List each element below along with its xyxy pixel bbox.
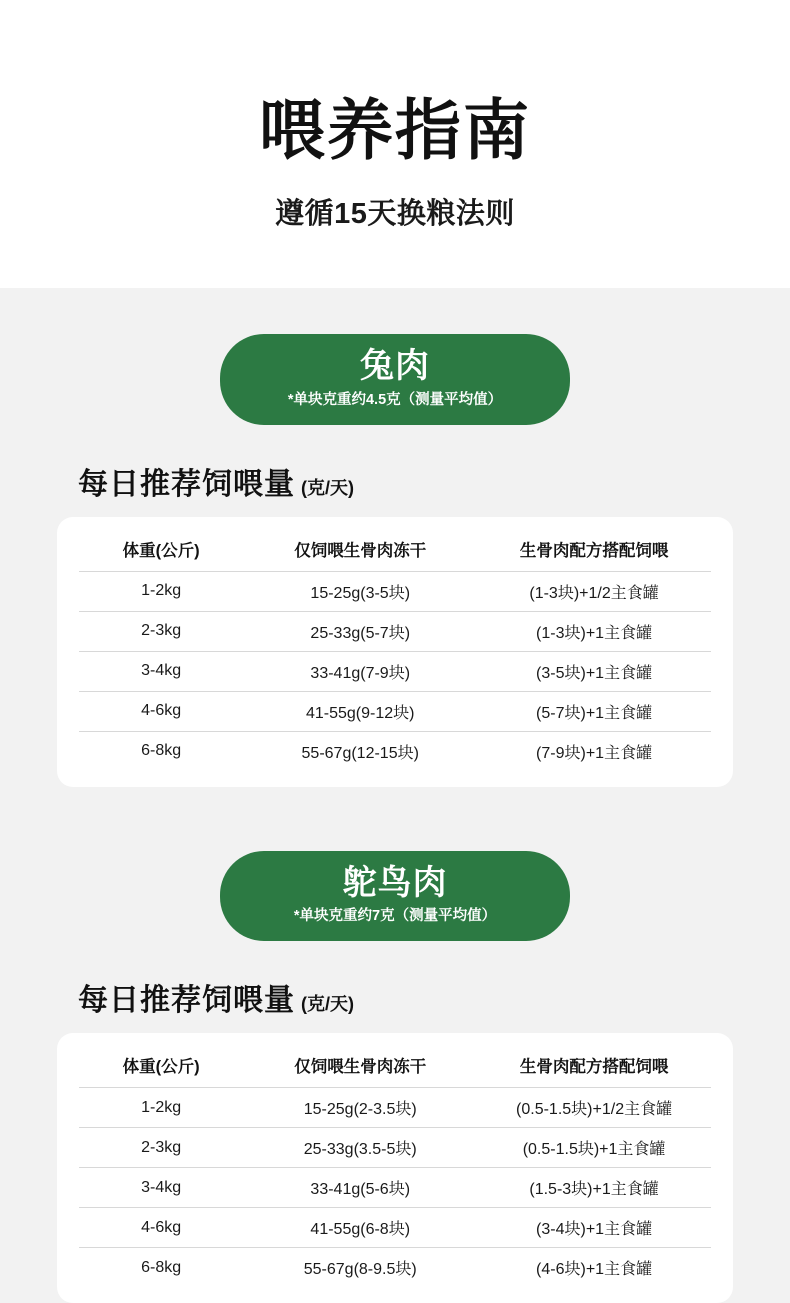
cell-mixed-feeding: (5-7块)+1主食罐 xyxy=(477,691,711,731)
cell-mixed-feeding: (3-4块)+1主食罐 xyxy=(477,1208,711,1248)
flavor-name: 鸵鸟肉 xyxy=(342,863,448,902)
flavor-badge-ostrich xyxy=(220,851,570,941)
column-header-mixed-feeding: 生骨肉配方搭配饲喂 xyxy=(519,541,669,560)
cell-mixed-feeding: (1-3块)+1/2主食罐 xyxy=(477,571,711,611)
cell-freeze-dried-only: 25-33g(3.5-5块) xyxy=(243,1128,477,1168)
flavor-name: 兔肉 xyxy=(360,347,430,386)
cell-weight: 4-6kg xyxy=(79,691,243,731)
cell-mixed-feeding: (3-5块)+1主食罐 xyxy=(477,651,711,691)
spacer-between-sections xyxy=(0,787,790,851)
feeding-table-card-ostrich xyxy=(57,1033,733,1303)
page-header xyxy=(0,0,790,288)
pill-wrap-rabbit xyxy=(0,334,790,424)
cell-freeze-dried-only: 25-33g(5-7块) xyxy=(243,611,477,651)
cell-weight: 4-6kg xyxy=(79,1208,243,1248)
table-row xyxy=(79,571,711,611)
flavor-badge-rabbit xyxy=(220,334,570,424)
cell-weight: 2-3kg xyxy=(79,611,243,651)
cell-freeze-dried-only: 15-25g(2-3.5块) xyxy=(243,1088,477,1128)
feeding-table xyxy=(79,531,711,771)
table-header-row xyxy=(79,531,711,572)
column-header-freeze-dried-only: 仅饲喂生骨肉冻干 xyxy=(294,541,427,560)
cell-weight: 6-8kg xyxy=(79,1248,243,1288)
recommendation-heading-rabbit xyxy=(78,459,790,503)
cell-weight: 1-2kg xyxy=(79,1088,243,1128)
cell-mixed-feeding: (1-3块)+1主食罐 xyxy=(477,611,711,651)
cell-mixed-feeding: (0.5-1.5块)+1主食罐 xyxy=(477,1128,711,1168)
pill-wrap-ostrich xyxy=(0,851,790,941)
cell-freeze-dried-only: 33-41g(5-6块) xyxy=(243,1168,477,1208)
table-row xyxy=(79,1088,711,1128)
cell-freeze-dried-only: 55-67g(12-15块) xyxy=(243,731,477,771)
table-row xyxy=(79,1168,711,1208)
table-row xyxy=(79,611,711,651)
table-row xyxy=(79,731,711,771)
recommendation-heading-main: 每日推荐饲喂量 xyxy=(78,984,295,1018)
column-header-freeze-dried-only: 仅饲喂生骨肉冻干 xyxy=(294,1058,427,1077)
table-row xyxy=(79,651,711,691)
page-title: 喂养指南 xyxy=(259,93,531,167)
cell-freeze-dried-only: 41-55g(9-12块) xyxy=(243,691,477,731)
table-row xyxy=(79,1208,711,1248)
cell-mixed-feeding: (4-6块)+1主食罐 xyxy=(477,1248,711,1288)
cell-freeze-dried-only: 15-25g(3-5块) xyxy=(243,571,477,611)
recommendation-heading-main: 每日推荐饲喂量 xyxy=(78,467,295,501)
feeding-table xyxy=(79,1047,711,1287)
cell-freeze-dried-only: 41-55g(6-8块) xyxy=(243,1208,477,1248)
section-ostrich xyxy=(0,851,790,1303)
cell-weight: 6-8kg xyxy=(79,731,243,771)
table-header-row xyxy=(79,1047,711,1088)
cell-mixed-feeding: (0.5-1.5块)+1/2主食罐 xyxy=(477,1088,711,1128)
cell-weight: 3-4kg xyxy=(79,651,243,691)
spacer-top xyxy=(0,288,790,334)
recommendation-heading-unit: (克/天) xyxy=(301,994,354,1015)
section-rabbit xyxy=(0,334,790,786)
cell-mixed-feeding: (7-9块)+1主食罐 xyxy=(477,731,711,771)
recommendation-heading-unit: (克/天) xyxy=(301,477,354,498)
cell-weight: 1-2kg xyxy=(79,571,243,611)
table-row xyxy=(79,1128,711,1168)
cell-weight: 3-4kg xyxy=(79,1168,243,1208)
column-header-mixed-feeding: 生骨肉配方搭配饲喂 xyxy=(519,1058,669,1077)
flavor-note: *单块克重约4.5克（测量平均值） xyxy=(287,391,503,408)
cell-freeze-dried-only: 33-41g(7-9块) xyxy=(243,651,477,691)
cell-mixed-feeding: (1.5-3块)+1主食罐 xyxy=(477,1168,711,1208)
table-row xyxy=(79,691,711,731)
cell-freeze-dried-only: 55-67g(8-9.5块) xyxy=(243,1248,477,1288)
recommendation-heading-ostrich xyxy=(78,975,790,1019)
column-header-weight: 体重(公斤) xyxy=(122,541,200,560)
cell-weight: 2-3kg xyxy=(79,1128,243,1168)
flavor-note: *单块克重约7克（测量平均值） xyxy=(293,908,497,925)
feeding-table-card-rabbit xyxy=(57,517,733,787)
table-row xyxy=(79,1248,711,1288)
page-subtitle: 遵循15天换粮法则 xyxy=(275,198,515,231)
column-header-weight: 体重(公斤) xyxy=(122,1058,200,1077)
